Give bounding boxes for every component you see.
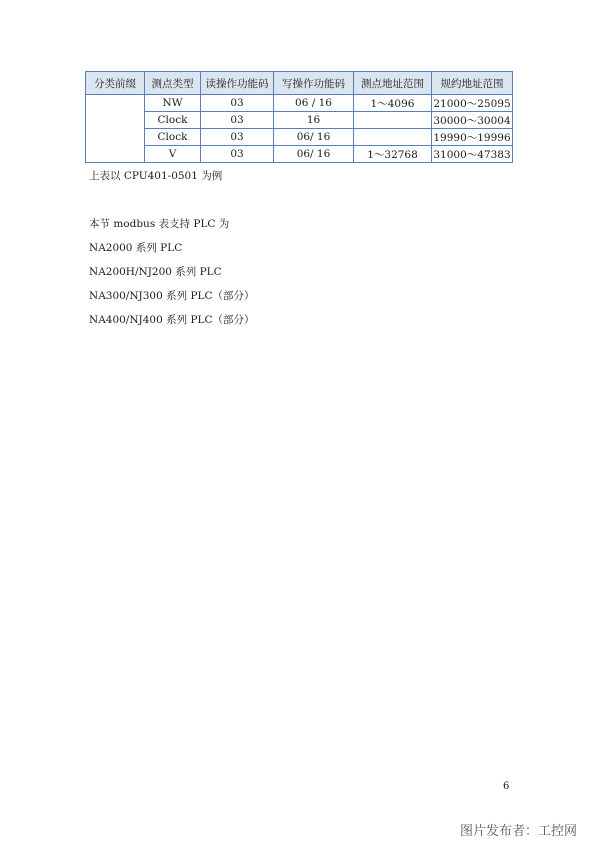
category-cell bbox=[86, 95, 145, 163]
write-code-cell: 06/ 16 bbox=[274, 129, 354, 146]
plc-list-item: NA300/NJ300 系列 PLC（部分） bbox=[89, 290, 255, 302]
read-code-cell: 03 bbox=[201, 146, 274, 163]
point-range-cell: 1～32768 bbox=[354, 146, 432, 163]
point-type-cell: Clock bbox=[145, 129, 201, 146]
plc-list-item: NA2000 系列 PLC bbox=[89, 242, 183, 254]
plc-list-item: NA400/NJ400 系列 PLC（部分） bbox=[89, 314, 255, 326]
point-type-cell: V bbox=[145, 146, 201, 163]
table-row bbox=[86, 146, 513, 163]
plc-list-item: NA200H/NJ200 系列 PLC bbox=[89, 266, 222, 278]
protocol-range-cell: 19990～19996 bbox=[432, 129, 513, 146]
protocol-range-cell: 21000～25095 bbox=[432, 95, 513, 112]
header-protocol-range: 规约地址范围 bbox=[432, 72, 513, 95]
header-point-type: 测点类型 bbox=[145, 72, 201, 95]
write-code-cell: 16 bbox=[274, 112, 354, 129]
protocol-range-cell: 31000～47383 bbox=[432, 146, 513, 163]
point-type-cell: NW bbox=[145, 95, 201, 112]
header-write-code: 写操作功能码 bbox=[274, 72, 354, 95]
read-code-cell: 03 bbox=[201, 95, 274, 112]
point-type-cell: Clock bbox=[145, 112, 201, 129]
read-code-cell: 03 bbox=[201, 129, 274, 146]
table-row bbox=[86, 112, 513, 129]
page-number: 6 bbox=[503, 781, 510, 792]
point-range-cell bbox=[354, 112, 432, 129]
modbus-address-table bbox=[85, 71, 513, 163]
write-code-cell: 06 / 16 bbox=[274, 95, 354, 112]
read-code-cell: 03 bbox=[201, 112, 274, 129]
table-header-row bbox=[86, 72, 513, 95]
point-range-cell: 1～4096 bbox=[354, 95, 432, 112]
write-code-cell: 06/ 16 bbox=[274, 146, 354, 163]
header-read-code: 读操作功能码 bbox=[201, 72, 274, 95]
intro-paragraph: 本节 modbus 表支持 PLC 为 bbox=[89, 218, 230, 230]
table-row bbox=[86, 129, 513, 146]
publisher-watermark: 图片发布者：工控网 bbox=[460, 824, 578, 839]
header-category: 分类前缀 bbox=[86, 72, 145, 95]
point-range-cell bbox=[354, 129, 432, 146]
protocol-range-cell: 30000～30004 bbox=[432, 112, 513, 129]
table-row bbox=[86, 95, 513, 112]
table-caption: 上表以 CPU401-0501 为例 bbox=[89, 170, 223, 182]
header-point-range: 测点地址范围 bbox=[354, 72, 432, 95]
